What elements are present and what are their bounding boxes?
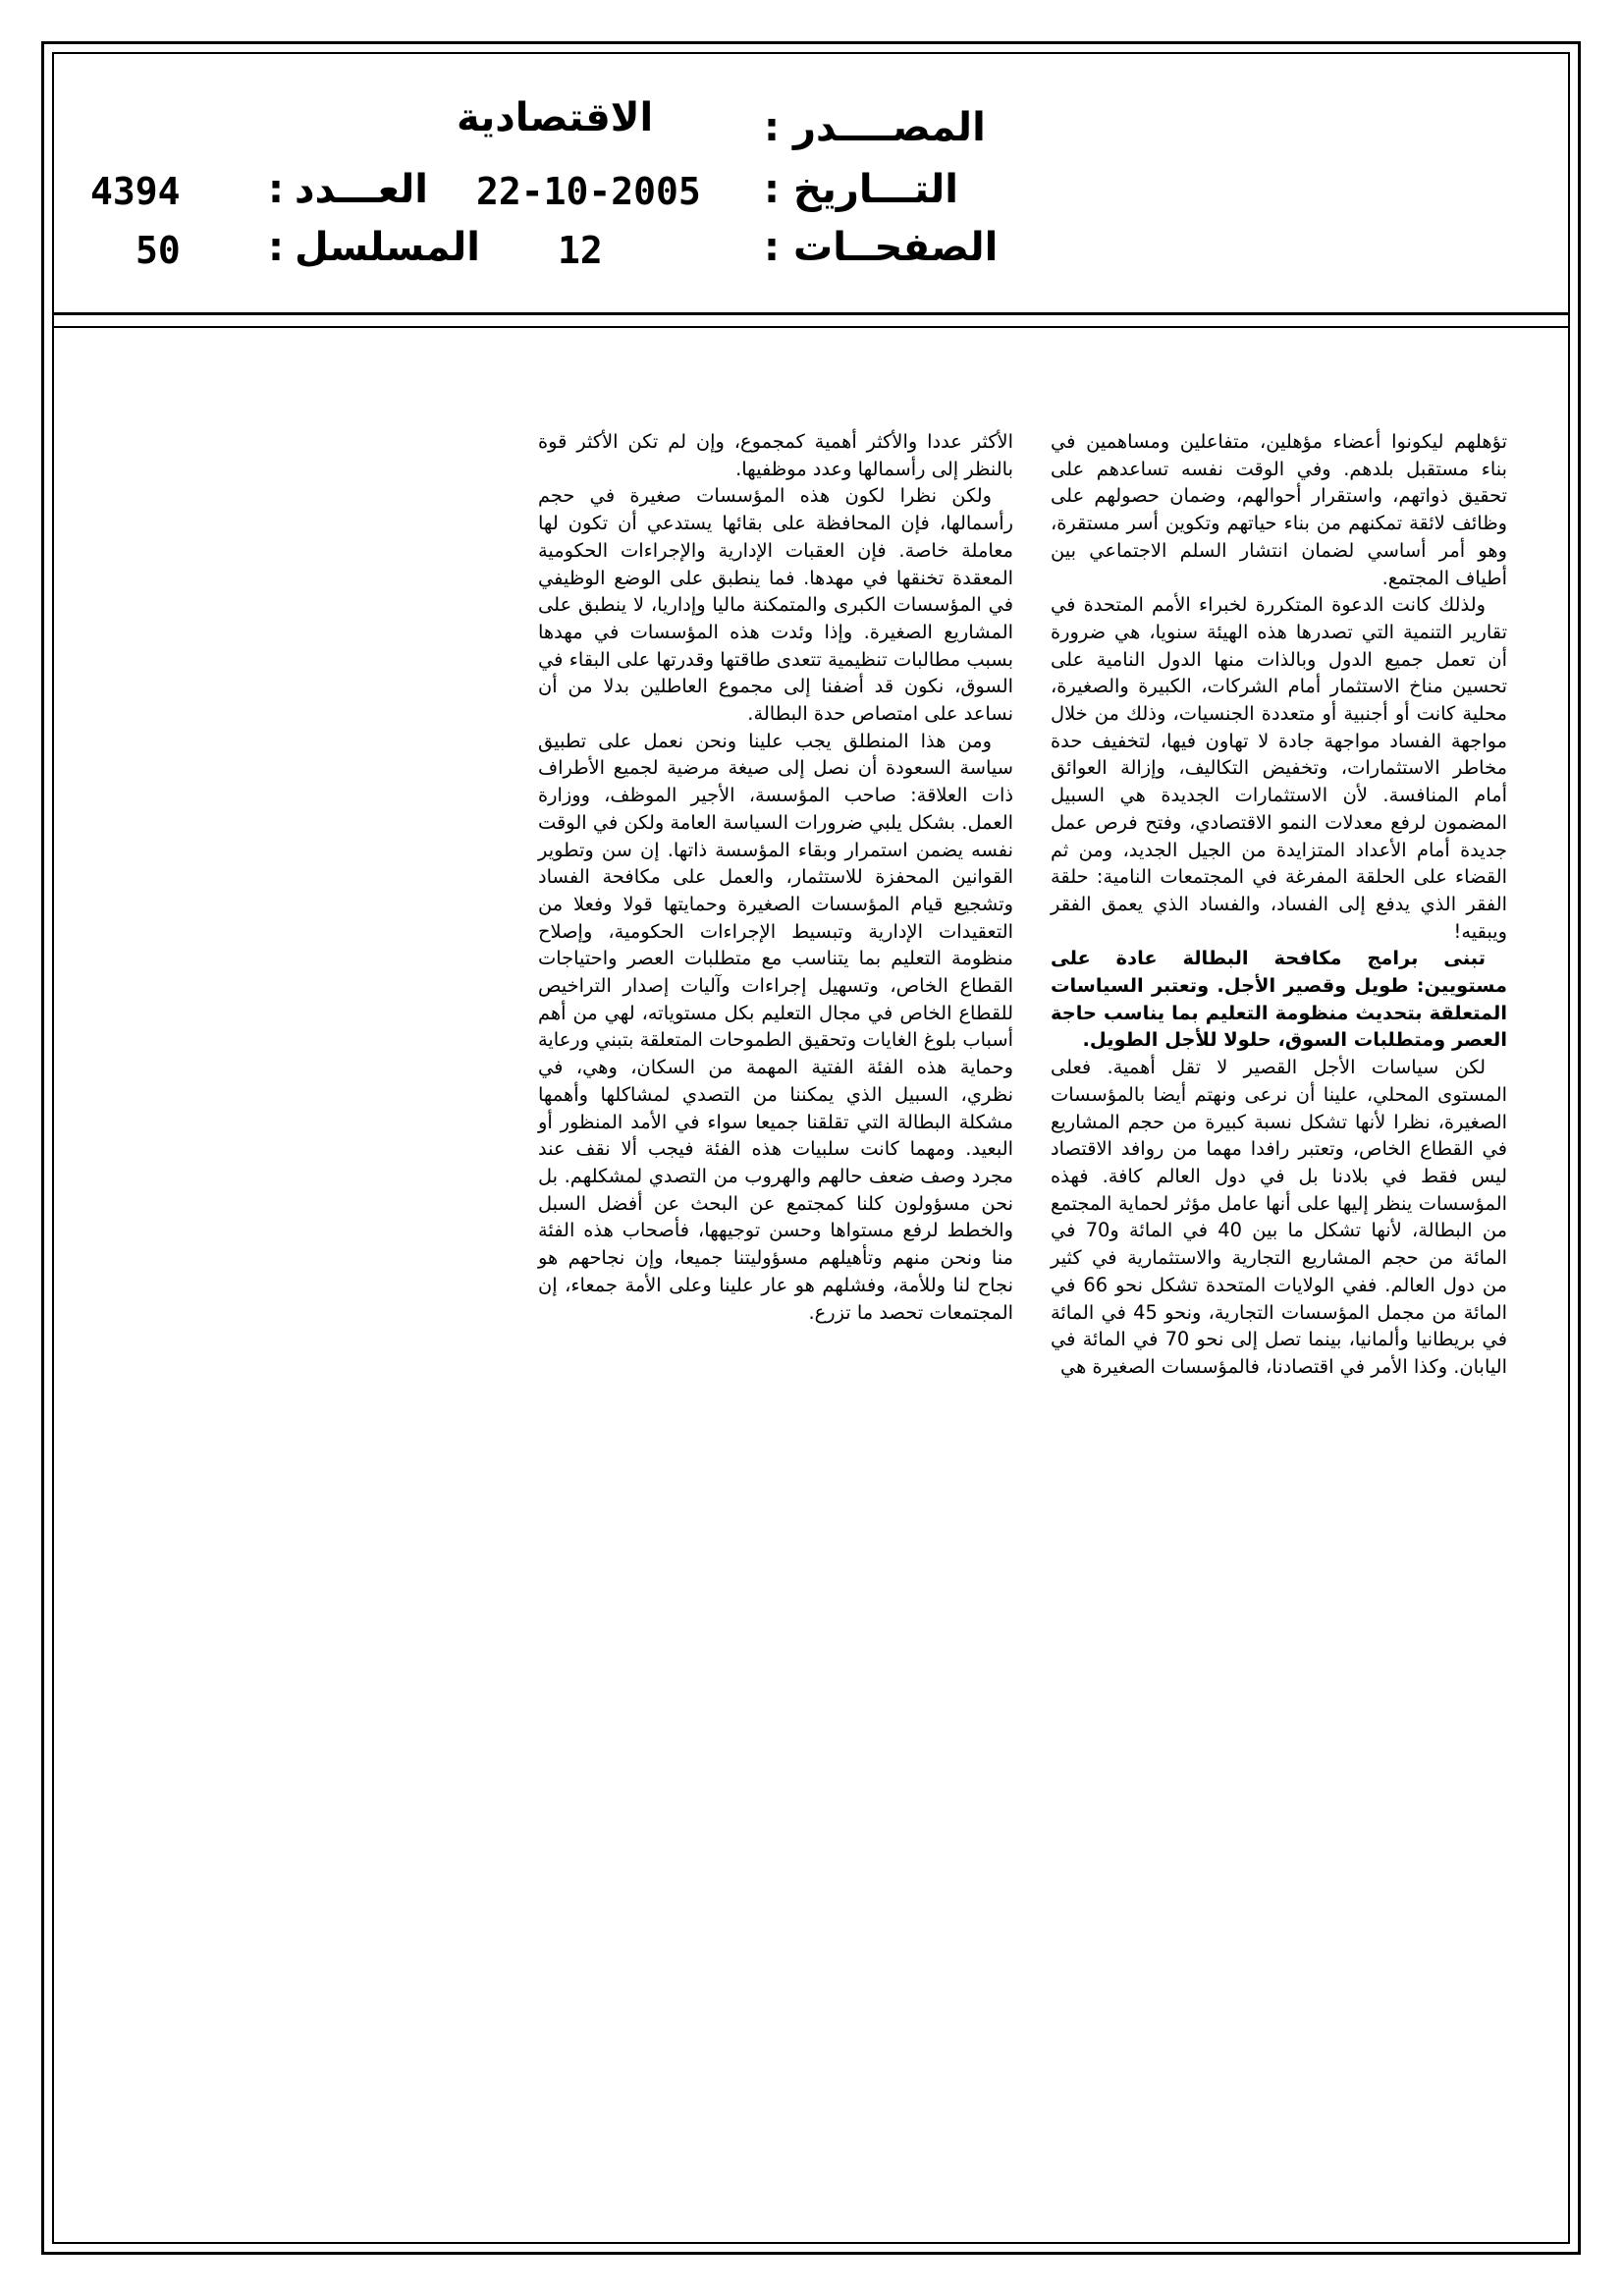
issue-value: 4394 [90, 170, 181, 213]
article-paragraph: تبنى برامج مكافحة البطالة عادة على مستويين: طويل وقصير الأجل. وتعتبر السياسات المتعلقة بتحديث منظومة التعليم بما يناسب حاجة العصر ومتطلبات السوق، حلولا للأجل الطويل. [1051, 947, 1507, 1052]
issue-label: العـــدد [295, 167, 428, 212]
header-divider-bottom [52, 326, 1570, 328]
serial-value: 50 [135, 229, 181, 272]
article-paragraph: ومن هذا المنطلق يجب علينا ونحن نعمل على تطبيق سياسة السعودة أن نصل إلى صيغة مرضية لجميع الأطراف ذات العلاقة: صاحب المؤسسة، الأجير الموظف، ووزارة العمل. بشكل يلبي ضرورات السياسة العامة ولكن في الوقت نفسه يضمن استمرار وبقاء المؤسسة ذاتها. إن سن وتطوير القوانين المحفزة للاستثمار، والعمل على مكافحة الفساد وتشجيع قيام المؤسسات الصغيرة وحمايتها قولا وفعلا من التعقيدات الإدارية وتبسيط الإجراءات الحكومية، وإصلاح منظومة التعليم بما يتناسب مع متطلبات العصر واحتياجات القطاع الخاص، وتسهيل إجراءات وآليات إصدار التراخيص للقطاع الخاص في مجال التعليم بكل مستوياته، لهي من أهم أسباب بلوغ الغايات وتحقيق الطموحات المتعلقة بتبني ورعاية وحماية هذه الفئة الفتية المهمة من السكان، وهي، في نظري، السبيل الذي يمكننا من التصدي لمشاكلها وأهمها مشكلة البطالة التي تقلقنا جميعا سواء في الأمد المنظور أو البعيد. ومهما كانت سلبيات هذه الفئة فيجب ألا نقف عند مجرد وصف ضعف حالهم والهروب من التصدي لمشكلهم. بل نحن مسؤولون كلنا كمجتمع عن البحث عن أفضل السبل والخطط لرفع مستواها وحسن توجيهها، فأصحاب هذه الفئة منا ونحن منهم وتأهيلهم مسؤوليتنا جميعا، وإن نجاحهم هو نجاح لنا وللأمة، وفشلهم هو عار علينا وعلى الأمة جمعاء، إن المجتمعات تحصد ما تزرع. [538, 729, 1013, 1324]
article-paragraph: لكن سياسات الأجل القصير لا تقل أهمية. فعلى المستوى المحلي، علينا أن نرعى ونهتم أيضا بالمؤسسات الصغيرة، نظرا لأنها تشكل نسبة كبيرة من حجم المشاريع في القطاع الخاص، وتعتبر رافدا مهما من روافد الاقتصاد ليس فقط في بلادنا بل في دول العالم كافة. فهذه المؤسسات ينظر إليها على أنها عامل مؤثر لحماية المجتمع من البطالة، لأنها تشكل ما بين 40 في المائة و70 في المائة من حجم المشاريع التجارية والاستثمارية في كثير من دول العالم. ففي الولايات المتحدة تشكل نحو 66 في المائة من مجمل المؤسسات التجارية، ونحو 45 في المائة في بريطانيا وألمانيا، بينما تصل إلى نحو 70 في المائة في اليابان. وكذا الأمر في اقتصادنا، فالمؤسسات الصغيرة هي [1051, 1056, 1507, 1378]
article-paragraph: تؤهلهم ليكونوا أعضاء مؤهلين، متفاعلين ومساهمين في بناء مستقبل بلدهم. وفي الوقت نفسه تساعدهم على تحقيق ذواتهم، واستقرار أحوالهم، وضمان حصولهم على وظائف لائقة تمكنهم من بناء حياتهم وتكوين أسر مستقرة، وهو أمر أساسي لضمان انتشار السلم الاجتماعي بين أطياف المجتمع. [1051, 430, 1507, 589]
pages-label: الصفحــات [793, 225, 999, 270]
pages-value: 12 [558, 229, 603, 272]
date-colon: : [764, 167, 780, 212]
article-column-left [538, 428, 1013, 1326]
article-column-right [1051, 428, 1507, 1381]
pages-colon: : [764, 225, 780, 270]
serial-label: المسلسل [295, 225, 480, 270]
serial-colon: : [268, 225, 284, 270]
article-paragraph: ولذلك كانت الدعوة المتكررة لخبراء الأمم المتحدة في تقارير التنمية التي تصدرها هذه الهيئة سنويا، هي ضرورة أن تعمل جميع الدول وبالذات منها الدول النامية على تحسين مناخ الاستثمار أمام الشركات، الكبيرة والصغيرة، محلية كانت أو أجنبية أو متعددة الجنسيات، وذلك من خلال مواجهة الفساد مواجهة جادة لا تهاون فيها، لتخفيف حدة مخاطر الاستثمارات، وتخفيض التكاليف، وإزالة العوائق أمام المنافسة. لأن الاستثمارات الجديدة هي السبيل المضمون لرفع معدلات النمو الاقتصادي، وفتح فرص عمل جديدة أمام الأعداد المتزايدة من الجيل الجديد، ومن ثم القضاء على الحلقة المفرغة في المجتمعات النامية: حلقة الفقر الذي يدفع إلى الفساد، والفساد الذي يعمق الفقر ويبقيه! [1051, 593, 1507, 943]
source-label: المصــــدر [793, 105, 986, 150]
source-colon: : [764, 105, 780, 150]
issue-colon: : [268, 167, 284, 212]
article-paragraph: ولكن نظرا لكون هذه المؤسسات صغيرة في حجم رأسمالها، فإن المحافظة على بقائها يستدعي أن تكون لها معاملة خاصة. فإن العقبات الإدارية والإجراءات الحكومية المعقدة تخنقها في مهدها. فما ينطبق على الوضع الوظيفي في المؤسسات الكبرى والمتمكنة ماليا وإداريا، لا ينطبق على المشاريع الصغيرة. وإذا وئدت هذه المؤسسات في مهدها بسبب مطالبات تنظيمية تتعدى طاقتها وقدرتها على البقاء في السوق، نكون قد أضفنا إلى مجموع العاطلين بدلا من أن نساعد على امتصاص حدة البطالة. [538, 484, 1013, 726]
source-value: الاقتصادية [457, 95, 654, 140]
header-divider-top [52, 312, 1570, 315]
date-label: التـــاريخ [793, 167, 958, 212]
date-value: 22-10-2005 [476, 170, 701, 213]
article-paragraph: الأكثر عددا والأكثر أهمية كمجموع، وإن لم تكن الأكثر قوة بالنظر إلى رأسمالها وعدد موظفيها. [538, 430, 1013, 480]
